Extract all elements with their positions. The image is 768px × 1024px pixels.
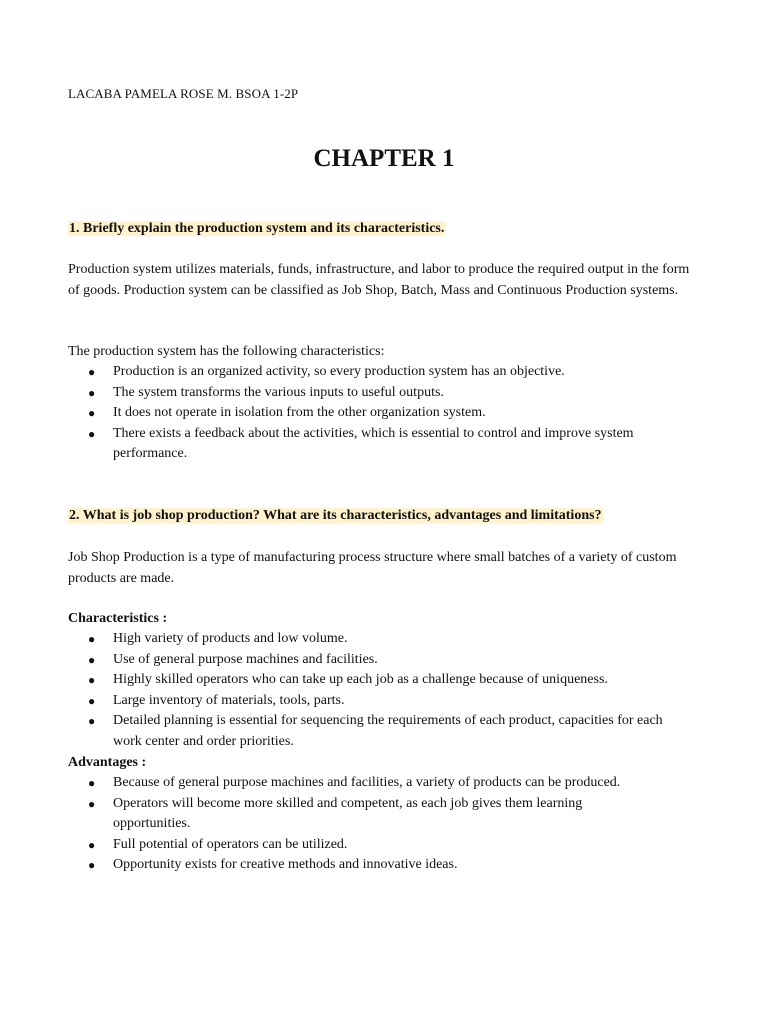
list-item: ● Detailed planning is essential for sequencing the requirements of each product, capacities for each work center and order priorities. (88, 713, 663, 749)
bullet-icon: ● (88, 837, 96, 852)
q2-characteristics-list (68, 629, 688, 753)
bullet-icon: ● (88, 858, 96, 873)
characteristics-heading: Characteristics : (68, 611, 168, 626)
list-item: ● There exists a feedback about the activities, which is essential to control and improve system performance. (88, 425, 634, 462)
list-item: ● Production is an organized activity, so every production system has an objective. (68, 362, 688, 383)
q2-advantages-list (68, 773, 688, 876)
bullet-icon: ● (88, 365, 96, 379)
q2-paragraph-1: Job Shop Production is a type of manufacturing process structure where small batches of a variety of custom products are made. (68, 550, 677, 586)
list-item: ● Use of general purpose machines and facilities. (68, 650, 688, 671)
list-item: ● Opportunity exists for creative methods and innovative ideas. (68, 855, 688, 876)
bullet-icon: ● (88, 385, 96, 400)
question-2 (68, 507, 603, 525)
chapter-title: CHAPTER 1 (313, 145, 455, 172)
bullet-icon: ● (88, 406, 96, 421)
bullet-icon: ● (88, 426, 96, 441)
question-1 (68, 220, 445, 238)
list-item: ● High variety of products and low volume. (68, 629, 688, 650)
author-line: LACABA PAMELA ROSE M. BSOA 1-2P (68, 86, 299, 101)
list-item: ● Full potential of operators can be utilized. (68, 835, 688, 856)
bullet-icon: ● (88, 632, 96, 646)
bullet-icon: ● (88, 652, 96, 667)
bullet-icon: ● (88, 796, 96, 811)
bullet-icon: ● (88, 693, 96, 708)
q1-characteristics-list (68, 362, 688, 465)
advantages-heading: Advantages : (68, 755, 147, 770)
bullet-icon: ● (88, 714, 96, 729)
bullet-icon: ● (88, 673, 96, 688)
q1-paragraph-2: The production system has the following characteristics: (68, 344, 385, 359)
bullet-icon: ● (88, 776, 96, 790)
q1-paragraph-1: Production system utilizes materials, funds, infrastructure, and labor to produce the required output in the form of goods. Production system can be classified as Job Shop, Batch, Mass and Continuous Production systems. (68, 262, 690, 298)
list-item: ● Large inventory of materials, tools, parts. (68, 691, 688, 712)
list-item: ● Operators will become more skilled and competent, as each job gives them learning opportunities. (88, 795, 583, 832)
list-item: ● It does not operate in isolation from the other organization system. (68, 403, 688, 424)
question-1-text: 1. Briefly explain the production system and its characteristics. (69, 221, 445, 236)
list-item: ● The system transforms the various inputs to useful outputs. (68, 383, 688, 404)
question-2-text: 2. What is job shop production? What are its characteristics, advantages and limitations? (69, 508, 602, 523)
list-item: ● Highly skilled operators who can take up each job as a challenge because of uniqueness. (68, 670, 688, 691)
list-item: ● Because of general purpose machines and facilities, a variety of products can be produced. (68, 773, 688, 794)
